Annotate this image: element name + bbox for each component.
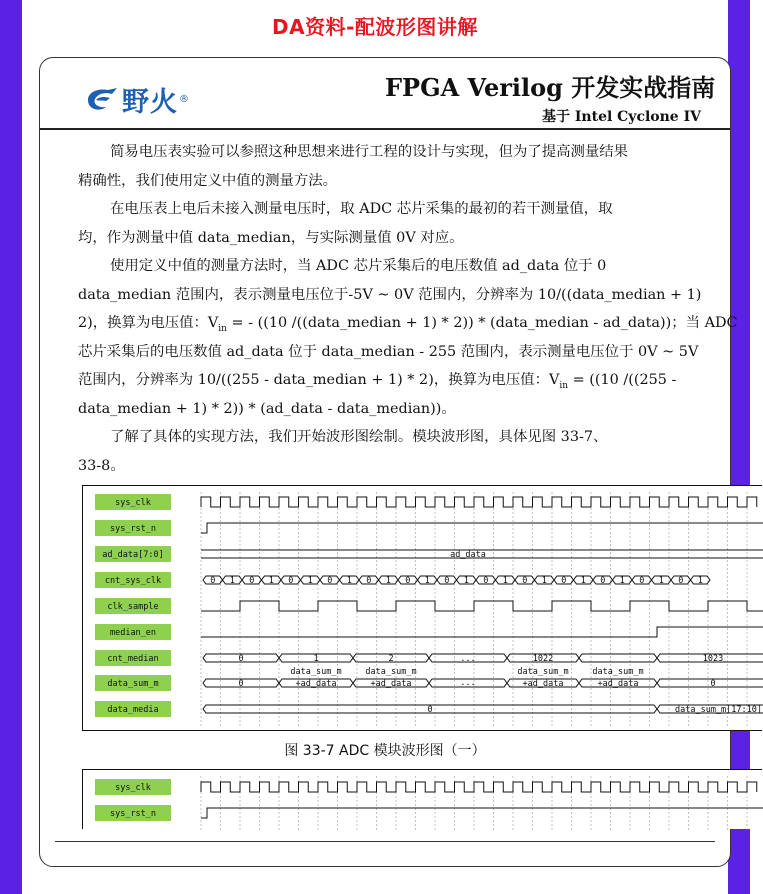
- bus-value: 0: [600, 576, 606, 586]
- book-page: [39, 57, 762, 867]
- bus-value: data_sum_m: [592, 667, 644, 677]
- bus-value: 1: [619, 576, 625, 586]
- banner-title: DA资料-配波形图讲解: [272, 14, 478, 39]
- page-header: [40, 58, 730, 130]
- body-line-formula: [78, 366, 738, 395]
- signal-label: clk_sample: [107, 602, 159, 612]
- bus-value: 1023: [702, 654, 724, 664]
- top-banner: [22, 0, 728, 50]
- bus-value: 0: [678, 576, 684, 586]
- logo-registered-mark: ®: [179, 94, 189, 105]
- bus-value: data_sum_m[17:10]: [675, 705, 762, 715]
- body-line: 精确性，我们使用定义中值的测量方法。: [78, 172, 338, 189]
- footer-divider: [55, 841, 715, 842]
- bus-value: data_sum_m: [290, 667, 342, 677]
- clock-waveform: [201, 782, 757, 792]
- bus-value: 0: [238, 654, 244, 664]
- bus-value: +ad_data: [370, 679, 412, 689]
- bus-value: 1: [541, 576, 547, 586]
- signal-label: data_sum_m: [107, 679, 159, 689]
- bus-value: 1: [463, 576, 469, 586]
- waveform-diagram-2: [83, 770, 763, 830]
- bus-value: 0: [327, 576, 333, 586]
- median-en-waveform: [201, 627, 763, 637]
- bus-value: 0: [210, 576, 216, 586]
- left-purple-border: [0, 0, 22, 894]
- bus-value: +ad_data: [597, 679, 639, 689]
- bus-value: 1: [424, 576, 430, 586]
- body-line: data_median + 1) * 2)) * (ad_data - data_median))。: [78, 400, 456, 417]
- signal-label: sys_rst_n: [109, 809, 157, 819]
- formula-rest: = ((10 /((255 -: [568, 372, 677, 388]
- signal-label: data_media: [107, 705, 159, 715]
- reset-waveform: [201, 808, 763, 818]
- waveform-figure-1: [82, 485, 762, 731]
- body-line: 使用定义中值的测量方法时，当 ADC 芯片采集后的电压数值 ad_data 位于 0: [110, 258, 607, 274]
- signal-label: cnt_sys_clk: [104, 576, 162, 586]
- logo: [84, 80, 189, 119]
- body-line-formula: [78, 309, 738, 338]
- formula-rest: = - ((10 /((data_median + 1) * 2)) * (data_median - ad_data))；当 ADC: [226, 315, 738, 331]
- bus-value: 1: [658, 576, 664, 586]
- bus-value: 0: [639, 576, 645, 586]
- header-divider: [40, 128, 730, 130]
- bus-value: 1: [307, 576, 313, 586]
- signal-label: sys_clk: [115, 783, 151, 793]
- bus-value: +ad_data: [295, 679, 337, 689]
- bus-value: 1: [346, 576, 352, 586]
- bus-value: 0: [561, 576, 567, 586]
- bus-value: 1: [502, 576, 508, 586]
- bus-value: 1: [229, 576, 235, 586]
- signal-label: sys_clk: [115, 498, 151, 508]
- formula-prefix: 2)，换算为电压值：V: [78, 315, 219, 331]
- bus-value: data_sum_m: [365, 667, 417, 677]
- bus-value: 0: [405, 576, 411, 586]
- bus-value: 0: [710, 679, 716, 689]
- bus-value: 0: [522, 576, 528, 586]
- book-subtitle: 基于 Intel Cyclone IV: [542, 109, 701, 125]
- bus-value: 0: [249, 576, 255, 586]
- bus-value: ad_data: [450, 550, 486, 560]
- bus-value: 1022: [532, 654, 554, 664]
- bus-value: 2: [388, 654, 394, 664]
- bus-value: 0: [238, 679, 244, 689]
- body-line: 芯片采集后的电压数值 ad_data 位于 data_median - 255 范围内，表示测量电压位于 0V ~ 5V: [78, 343, 699, 360]
- bus-value: 0: [366, 576, 372, 586]
- body-line: 简易电压表实验可以参照这种思想来进行工程的设计与实现，但为了提高测量结果: [110, 144, 629, 160]
- bus-value: ...: [460, 678, 476, 688]
- formula-subscript: in: [218, 323, 227, 334]
- logo-bird-icon: [84, 86, 120, 114]
- bus-value: 1: [268, 576, 274, 586]
- body-line: 了解了具体的实现方法，我们开始波形图绘制。模块波形图，具体见图 33-7、: [110, 429, 608, 445]
- bus-value: +ad_data: [522, 679, 564, 689]
- signal-label: sys_rst_n: [109, 524, 157, 534]
- bus-value: 0: [483, 576, 489, 586]
- waveform-figure-2: [82, 769, 762, 829]
- signal-label: median_en: [109, 628, 157, 638]
- book-title: FPGA Verilog 开发实战指南: [385, 73, 716, 102]
- reset-waveform: [201, 523, 763, 533]
- bus-value: 0: [444, 576, 450, 586]
- body-paragraphs: [78, 138, 738, 480]
- waveform-diagram: [83, 486, 763, 732]
- figure-caption: 图 33-7 ADC 模块波形图（一）: [284, 743, 486, 759]
- formula-prefix: 范围内，分辨率为 10/((255 - data_median + 1) * 2)，换算为电压值：V: [78, 372, 560, 388]
- bus-value: ...: [460, 654, 476, 664]
- signal-label: cnt_median: [107, 654, 159, 664]
- bus-value: 1: [313, 654, 319, 664]
- formula-subscript: in: [559, 380, 569, 391]
- bus-value: data_sum_m: [517, 667, 569, 677]
- bus-value: 0: [427, 705, 433, 715]
- logo-text: 野火: [122, 87, 178, 118]
- clk-sample-waveform: [201, 601, 763, 611]
- body-line: data_median 范围内，表示测量电压位于-5V ~ 0V 范围内，分辨率为 10/((data_median + 1): [78, 286, 702, 303]
- bus-value: 0: [288, 576, 294, 586]
- signal-label: ad_data[7:0]: [102, 550, 164, 560]
- bus-value: 1: [385, 576, 391, 586]
- bus-value: 1: [697, 576, 703, 586]
- body-line: 在电压表上电后未接入测量电压时，取 ADC 芯片采集的最初的若干测量值，取: [110, 201, 613, 217]
- clock-waveform: [201, 497, 757, 507]
- body-line: 33-8。: [78, 457, 125, 474]
- bus-value: 1: [580, 576, 586, 586]
- body-line: 均，作为测量中值 data_median，与实际测量值 0V 对应。: [78, 229, 464, 246]
